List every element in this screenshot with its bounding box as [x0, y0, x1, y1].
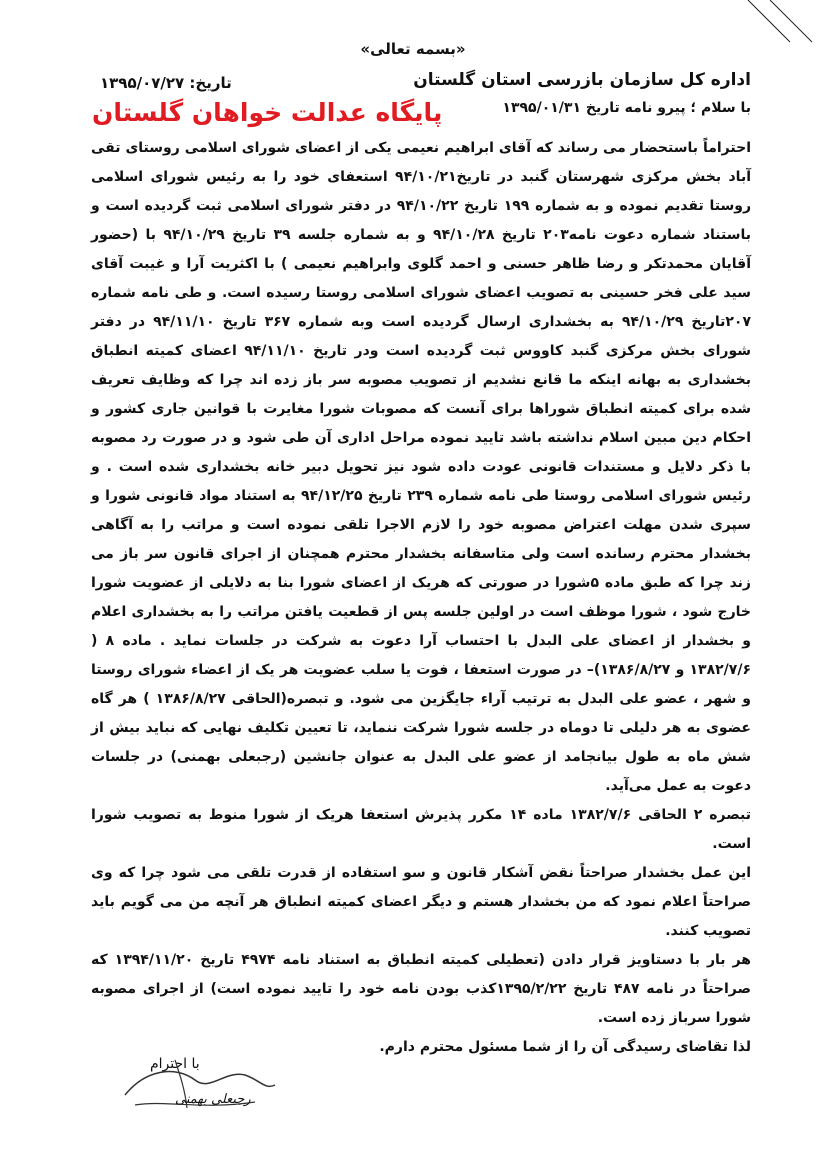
body-paragraph: تبصره ۲ الحاقی ۱۳۸۲/۷/۶ ماده ۱۴ مکرر پذیرش استعفا هریک از شورا منوط به تصویب شورا است.: [91, 807, 752, 852]
body-paragraph: لذا تقاضای رسیدگی آن را از شما مسئول محترم دارم.: [379, 1039, 751, 1055]
closing-regards: با احترام: [150, 1056, 200, 1072]
body-paragraph: هر بار با دستاویز قرار دادن (تعطیلی کمیته انطباق به استناد نامه ۴۹۷۴ تاریخ ۱۳۹۴/۱۱/۲۰ که صراحتاً در نامه ۴۸۷ تاریخ ۱۳۹۵/۲/۲۲کذب بودن نامه خود را تایید نموده است) از اجرای مصوبه شورا سرباز زده است.: [91, 952, 751, 1026]
greeting-line: با سلام ؛ پیرو نامه تاریخ ۱۳۹۵/۰۱/۳۱: [502, 100, 751, 116]
basmala-heading: «بسمه تعالی»: [360, 40, 466, 58]
letter-body: [91, 134, 751, 1062]
recipient-organization: اداره کل سازمان بازرسی استان گلستان: [413, 70, 751, 90]
letter-date: تاریخ: ۱۳۹۵/۰۷/۲۷: [100, 74, 232, 92]
body-paragraph: این عمل بخشدار صراحتاً نقض آشکار قانون و سو استفاده از قدرت تلقی می شود چرا که وی صراحتاً اعلام نمود که من بخشدار هستم و دیگر اعضای کمیته انطباق هر آنچه من می گویم باید تصویب کنند.: [91, 865, 751, 939]
site-watermark: پایگاه عدالت خواهان گلستان: [92, 98, 443, 127]
signer-name: رجبعلی بهمنی: [175, 1092, 251, 1107]
handwritten-signature: [115, 1050, 285, 1120]
body-paragraph: احتراماً باستحضار می رساند که آقای ابراهیم نعیمی یکی از اعضای شورای اسلامی روستای تقی آباد بخش مرکزی شهرستان گنبد در تاریخ۹۴/۱۰/۲۱ استعفای خود را به رئیس شورای اسلامی روستا تقدیم نموده و به شماره ۱۹۹ تاریخ ۹۴/۱۰/۲۲ در دفتر شورای اسلامی ثبت گردیده است و باستناد شماره دعوت نامه۲۰۳ تاریخ ۹۴/۱۰/۲۸ و به شماره جلسه ۳۹ تاریخ ۹۴/۱۰/۲۹ با (حضور آقایان محمدتکر و رضا ظاهر حسنی و احمد گلوی وابراهیم نعیمی ) با اکثریت آرا و غیبت آقای سید علی فخر حسینی به تصویب اعضای شورای اسلامی روستا رسیده است. و طی نامه شماره ۲۰۷تاریخ ۹۴/۱۰/۲۹ به بخشداری ارسال گردیده است وبه شماره ۳۶۷ تاریخ ۹۴/۱۱/۱۰ در دفتر شورای بخش مرکزی گنبد کاووس ثبت گردیده است ودر تاریخ ۹۴/۱۱/۱۰ اعضای کمیته انطباق بخشداری به بهانه اینکه ما قانع نشدیم از تصویب مصوبه سر باز زده اند چرا که وظایف تعریف شده برای کمیته انطباق شوراها برای آنست که مصوبات شورا مغایرت با قوانین جاری کشور و احکام دین مبین اسلام نداشته باشد تایید نموده مراحل اداری آن طی شود و در صورت رد مصوبه با ذکر دلایل و مستندات قانونی عودت داده شود نیز تحویل دبیر خانه بخشداری شده است . و رئیس شورای اسلامی روستا طی نامه شماره ۲۳۹ تاریخ ۹۴/۱۲/۲۵ به استناد مواد قانونی شورا و سپری شدن مهلت اعتراض مصوبه خود را لازم الاجرا تلقی نموده است و مراتب را به آگاهی بخشدار محترم رسانده است ولی متاسفانه بخشدار محترم همچنان از اجرای قانون سر باز می زند چرا که طبق ماده ۵شورا در صورتی که هریک از اعضای شورا بنا به دلایلی از عضویت شورا خارج شود ، شورا موظف است در اولین جلسه پس از قطعیت یافتن مراتب را به بخشداری اعلام و بخشدار از اعضای علی البدل با احتساب آرا دعوت به شرکت در جلسات نماید . ماده ۸ ( ۱۳۸۲/۷/۶ و ۱۳۸۶/۸/۲۷)– در صورت استعفا ، فوت یا سلب عضویت هر یک از اعضاء شورای روستا و شهر ، عضو علی البدل به ترتیب آراء جایگزین می شود. و تبصره(الحاقی ۱۳۸۶/۸/۲۷ ) هر گاه عضوی به هر دلیلی تا دوماه در جلسه شورا شرکت ننماید، تا تعیین تکلیف نهایی که نباید بیش از شش ماه به طول بیانجامد از عضو علی البدل به عنوان جانشین (رجبعلی بهمنی) در جلسات دعوت به عمل می‌آید.: [91, 140, 752, 794]
